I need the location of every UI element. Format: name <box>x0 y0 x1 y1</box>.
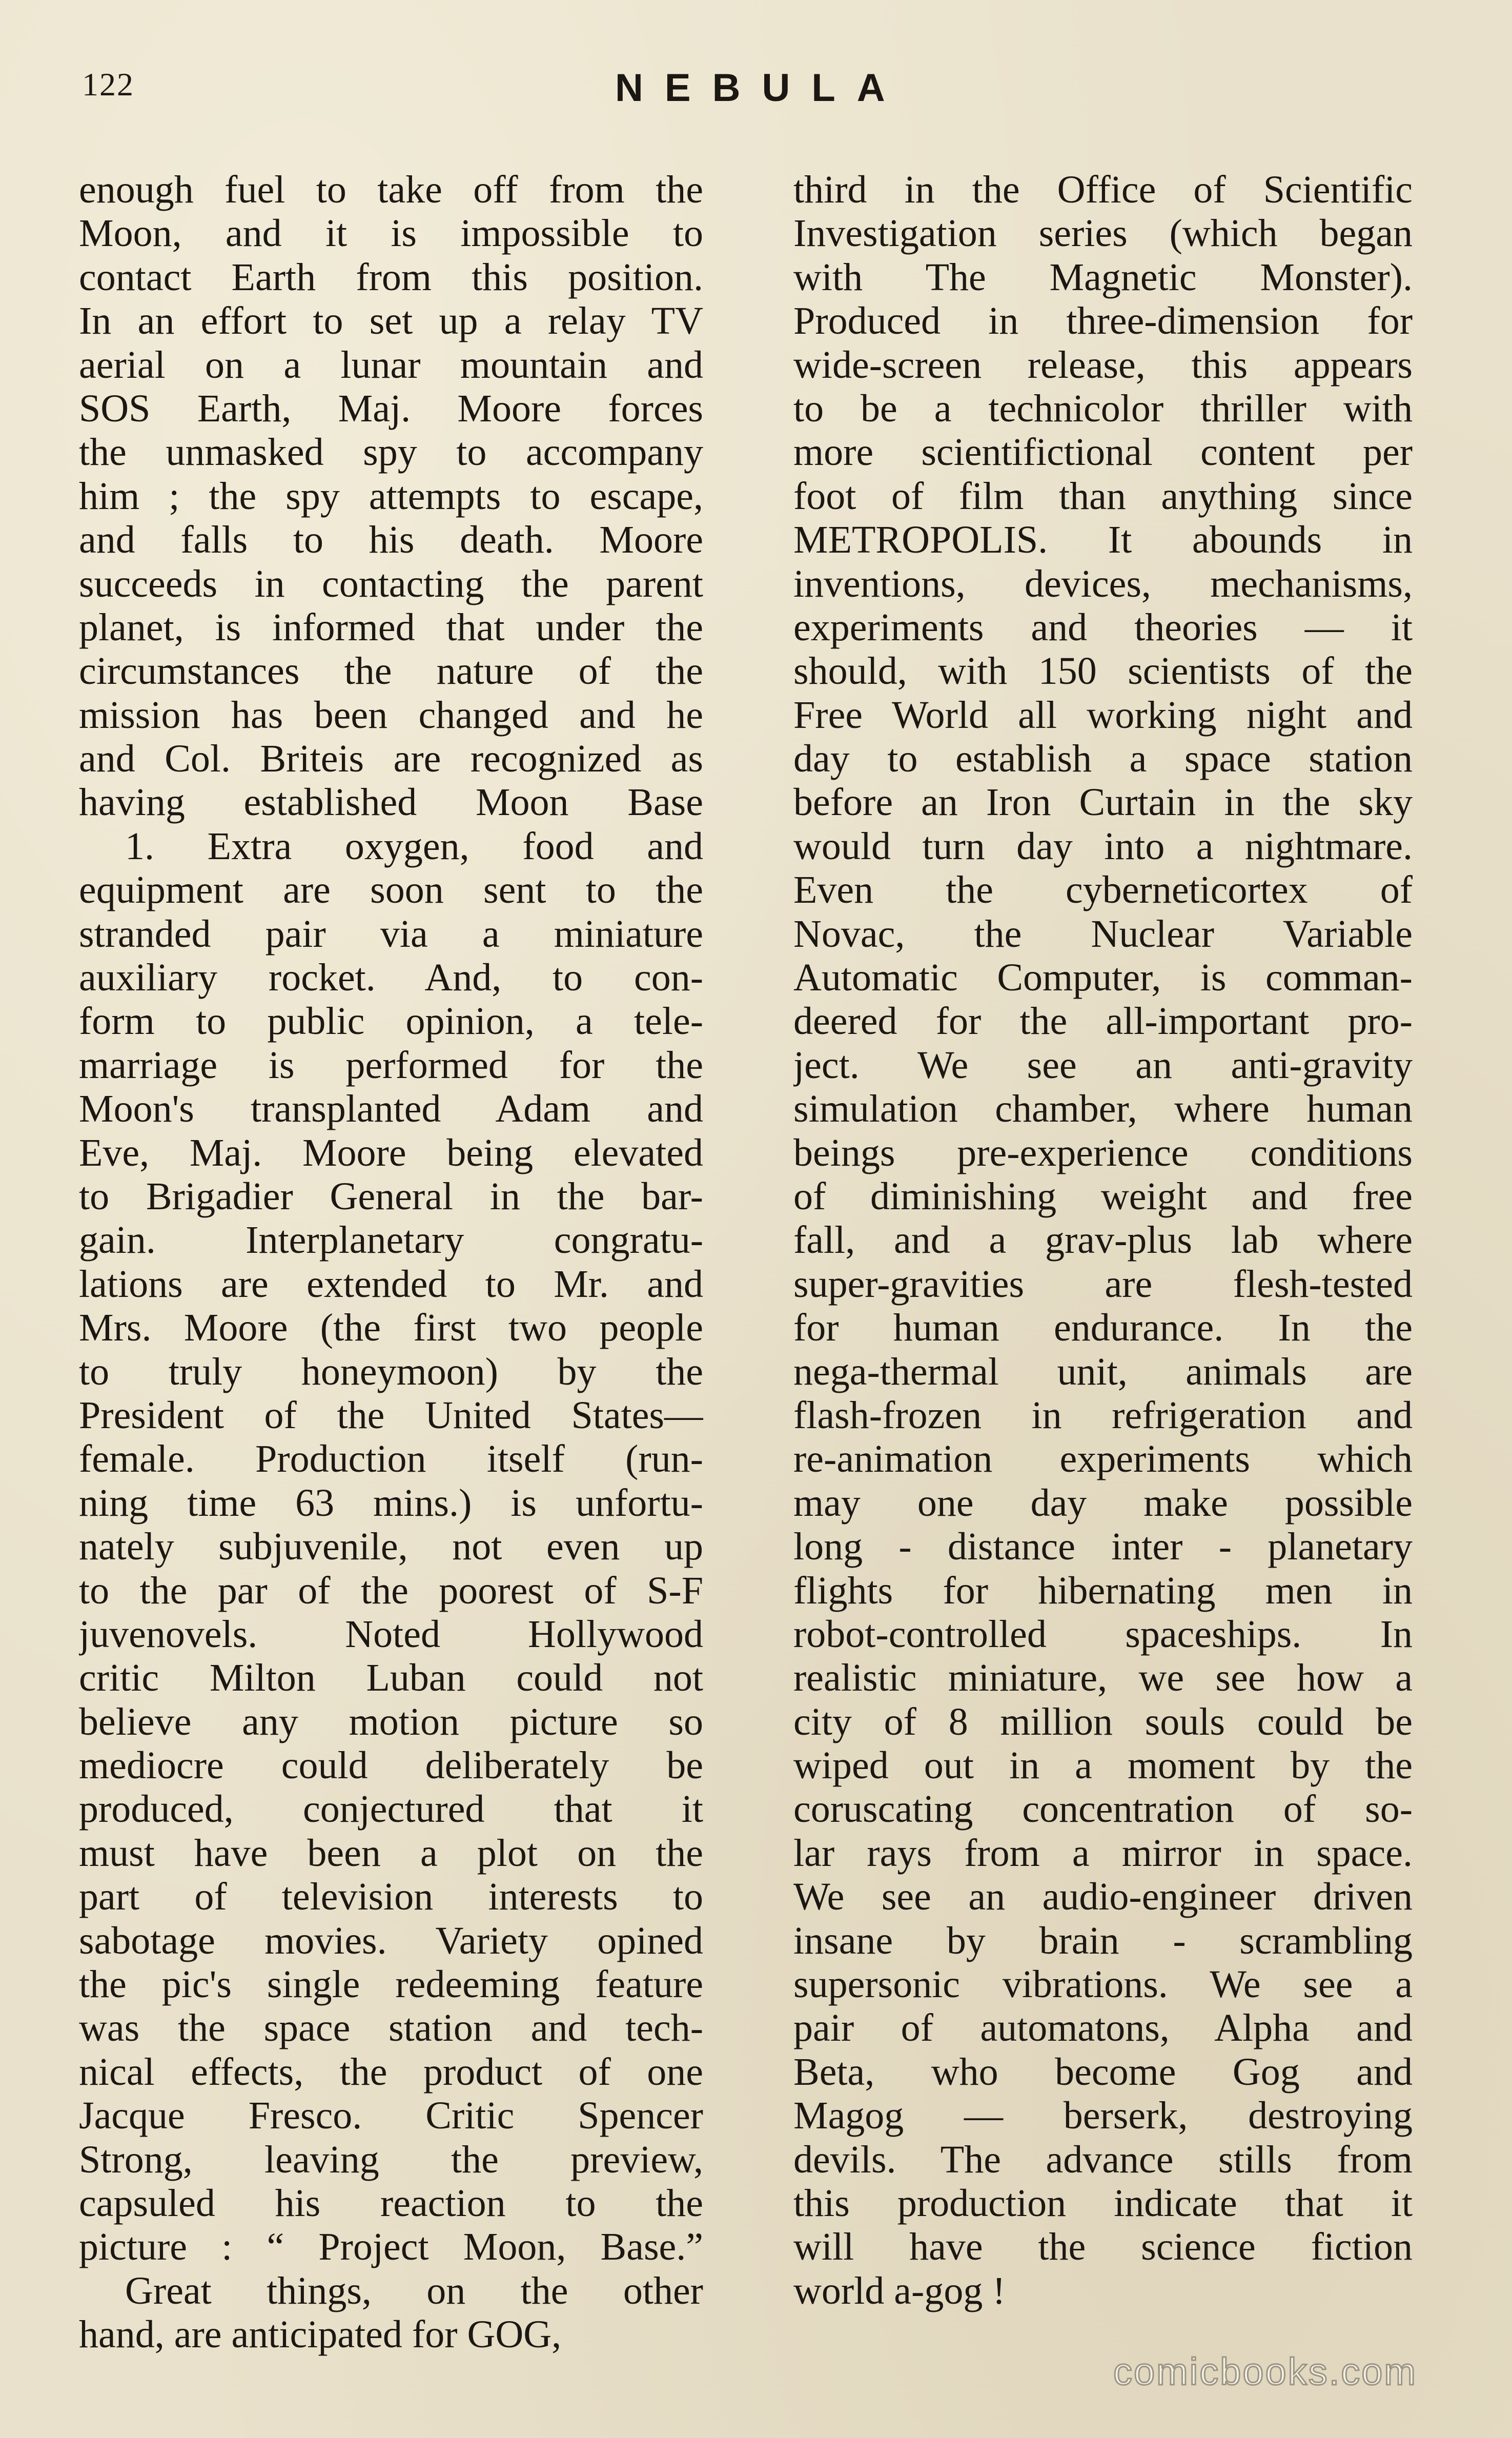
text-line: Strong, leaving the preview, <box>79 2138 703 2181</box>
text-line: Novac, the Nuclear Variable <box>793 912 1413 956</box>
text-line: stranded pair via a miniature <box>79 912 703 956</box>
text-line: Magog — berserk, destroying <box>793 2094 1413 2138</box>
text-line: should, with 150 scientists of the <box>793 649 1413 693</box>
watermark-text: comicbooks.com <box>1113 2350 1418 2393</box>
text-line: him ; the spy attempts to escape, <box>79 474 703 518</box>
text-line: mission has been changed and he <box>79 693 703 737</box>
text-line: capsuled his reaction to the <box>79 2181 703 2225</box>
text-line: inventions, devices, mechanisms, <box>793 562 1413 605</box>
text-line: deered for the all-important pro- <box>793 1000 1413 1043</box>
text-line: fall, and a grav-plus lab where <box>793 1218 1413 1262</box>
text-line: hand, are anticipated for GOG, <box>79 2313 562 2356</box>
text-line: realistic miniature, we see how a <box>793 1656 1413 1700</box>
running-title: NEBULA <box>615 66 907 110</box>
text-line: planet, is informed that under the <box>79 605 703 649</box>
text-line: form to public opinion, a tele- <box>79 1000 703 1043</box>
text-line: Great things, on the other <box>125 2269 703 2312</box>
text-line: day to establish a space station <box>793 737 1413 781</box>
text-line: and Col. Briteis are recognized as <box>79 737 703 781</box>
text-line: and falls to his death. Moore <box>79 518 703 562</box>
text-line: succeeds in contacting the parent <box>79 562 703 605</box>
text-line: to Brigadier General in the bar- <box>79 1174 703 1218</box>
text-line: Eve, Maj. Moore being elevated <box>79 1131 703 1174</box>
text-line: critic Milton Luban could not <box>79 1656 703 1700</box>
text-line: In an effort to set up a relay TV <box>79 299 703 343</box>
text-line: more scientifictional content per <box>793 431 1413 474</box>
text-line: Produced in three-dimension for <box>793 299 1413 343</box>
text-line: nately subjuvenile, not even up <box>79 1525 703 1569</box>
text-line: long - distance inter - planetary <box>793 1525 1413 1569</box>
text-line: foot of film than anything since <box>793 474 1413 518</box>
text-line: would turn day into a nightmare. <box>793 824 1413 868</box>
text-line: Even the cyberneticortex of <box>793 868 1413 912</box>
text-line: nega-thermal unit, animals are <box>793 1350 1413 1393</box>
text-line: for human endurance. In the <box>793 1306 1413 1350</box>
text-line: contact Earth from this position. <box>79 255 703 299</box>
text-line: juvenovels. Noted Hollywood <box>79 1612 703 1656</box>
text-line: SOS Earth, Maj. Moore forces <box>79 387 703 430</box>
text-line: lations are extended to Mr. and <box>79 1262 703 1306</box>
text-line: part of television interests to <box>79 1875 703 1919</box>
text-line: enough fuel to take off from the <box>79 168 703 211</box>
text-line: must have been a plot on the <box>79 1831 703 1875</box>
text-line: flights for hibernating men in <box>793 1569 1413 1612</box>
text-line: ning time 63 mins.) is unfortu- <box>79 1481 703 1525</box>
page-number: 122 <box>82 66 134 103</box>
text-line: to be a technicolor thriller with <box>793 387 1413 430</box>
text-line: robot-controlled spaceships. In <box>793 1612 1413 1656</box>
text-line: supersonic vibrations. We see a <box>793 1963 1413 2006</box>
text-line: Beta, who become Gog and <box>793 2050 1413 2094</box>
text-line: Jacque Fresco. Critic Spencer <box>79 2094 703 2138</box>
text-line: was the space station and tech- <box>79 2006 703 2050</box>
text-line: nical effects, the product of one <box>79 2050 703 2094</box>
right-text-column <box>793 168 1413 2313</box>
text-line: METROPOLIS. It abounds in <box>793 518 1413 562</box>
text-line: to truly honeymoon) by the <box>79 1350 703 1393</box>
text-line: gain. Interplanetary congratu- <box>79 1218 703 1262</box>
text-line: may one day make possible <box>793 1481 1413 1525</box>
text-line: ject. We see an anti-gravity <box>793 1043 1413 1087</box>
text-line: this production indicate that it <box>793 2181 1413 2225</box>
text-line: sabotage movies. Variety opined <box>79 1919 703 1962</box>
text-line: mediocre could deliberately be <box>79 1744 703 1787</box>
text-line: experiments and theories — it <box>793 605 1413 649</box>
text-line: believe any motion picture so <box>79 1700 703 1743</box>
text-line: super-gravities are flesh-tested <box>793 1262 1413 1306</box>
text-line: circumstances the nature of the <box>79 649 703 693</box>
text-line: the unmasked spy to accompany <box>79 431 703 474</box>
text-line: Automatic Computer, is comman- <box>793 956 1413 1000</box>
text-line: aerial on a lunar mountain and <box>79 343 703 387</box>
text-line: world a-gog ! <box>793 2269 1006 2312</box>
text-line: third in the Office of Scientific <box>793 168 1413 211</box>
text-line: coruscating concentration of so- <box>793 1787 1413 1831</box>
text-line: auxiliary rocket. And, to con- <box>79 956 703 1000</box>
text-line: to the par of the poorest of S-F <box>79 1569 703 1612</box>
text-line: 1. Extra oxygen, food and <box>125 824 703 868</box>
text-line: having established Moon Base <box>79 781 703 824</box>
text-line: re-animation experiments which <box>793 1437 1413 1481</box>
text-line: insane by brain - scrambling <box>793 1919 1413 1962</box>
text-line: President of the United States— <box>79 1393 703 1437</box>
text-line: of diminishing weight and free <box>793 1174 1413 1218</box>
text-line: beings pre-experience conditions <box>793 1131 1413 1174</box>
text-line: the pic's single redeeming feature <box>79 1963 703 2006</box>
text-line: with The Magnetic Monster). <box>793 255 1413 299</box>
text-line: marriage is performed for the <box>79 1043 703 1087</box>
text-line: pair of automatons, Alpha and <box>793 2006 1413 2050</box>
text-line: flash-frozen in refrigeration and <box>793 1393 1413 1437</box>
text-line: devils. The advance stills from <box>793 2138 1413 2181</box>
text-line: Free World all working night and <box>793 693 1413 737</box>
text-line: We see an audio-engineer driven <box>793 1875 1413 1919</box>
text-line: simulation chamber, where human <box>793 1087 1413 1131</box>
text-line: Investigation series (which began <box>793 212 1413 255</box>
text-line: wiped out in a moment by the <box>793 1744 1413 1787</box>
text-line: Moon, and it is impossible to <box>79 212 703 255</box>
text-line: Moon's transplanted Adam and <box>79 1087 703 1131</box>
text-line: female. Production itself (run- <box>79 1437 703 1481</box>
text-line: produced, conjectured that it <box>79 1787 703 1831</box>
text-line: equipment are soon sent to the <box>79 868 703 912</box>
text-line: will have the science fiction <box>793 2225 1413 2269</box>
text-line: wide-screen release, this appears <box>793 343 1413 387</box>
text-line: lar rays from a mirror in space. <box>793 1831 1413 1875</box>
text-line: city of 8 million souls could be <box>793 1700 1413 1743</box>
text-line: Mrs. Moore (the first two people <box>79 1306 703 1350</box>
text-line: before an Iron Curtain in the sky <box>793 781 1413 824</box>
left-text-column <box>79 168 703 2357</box>
text-line: picture : “ Project Moon, Base.” <box>79 2225 703 2269</box>
